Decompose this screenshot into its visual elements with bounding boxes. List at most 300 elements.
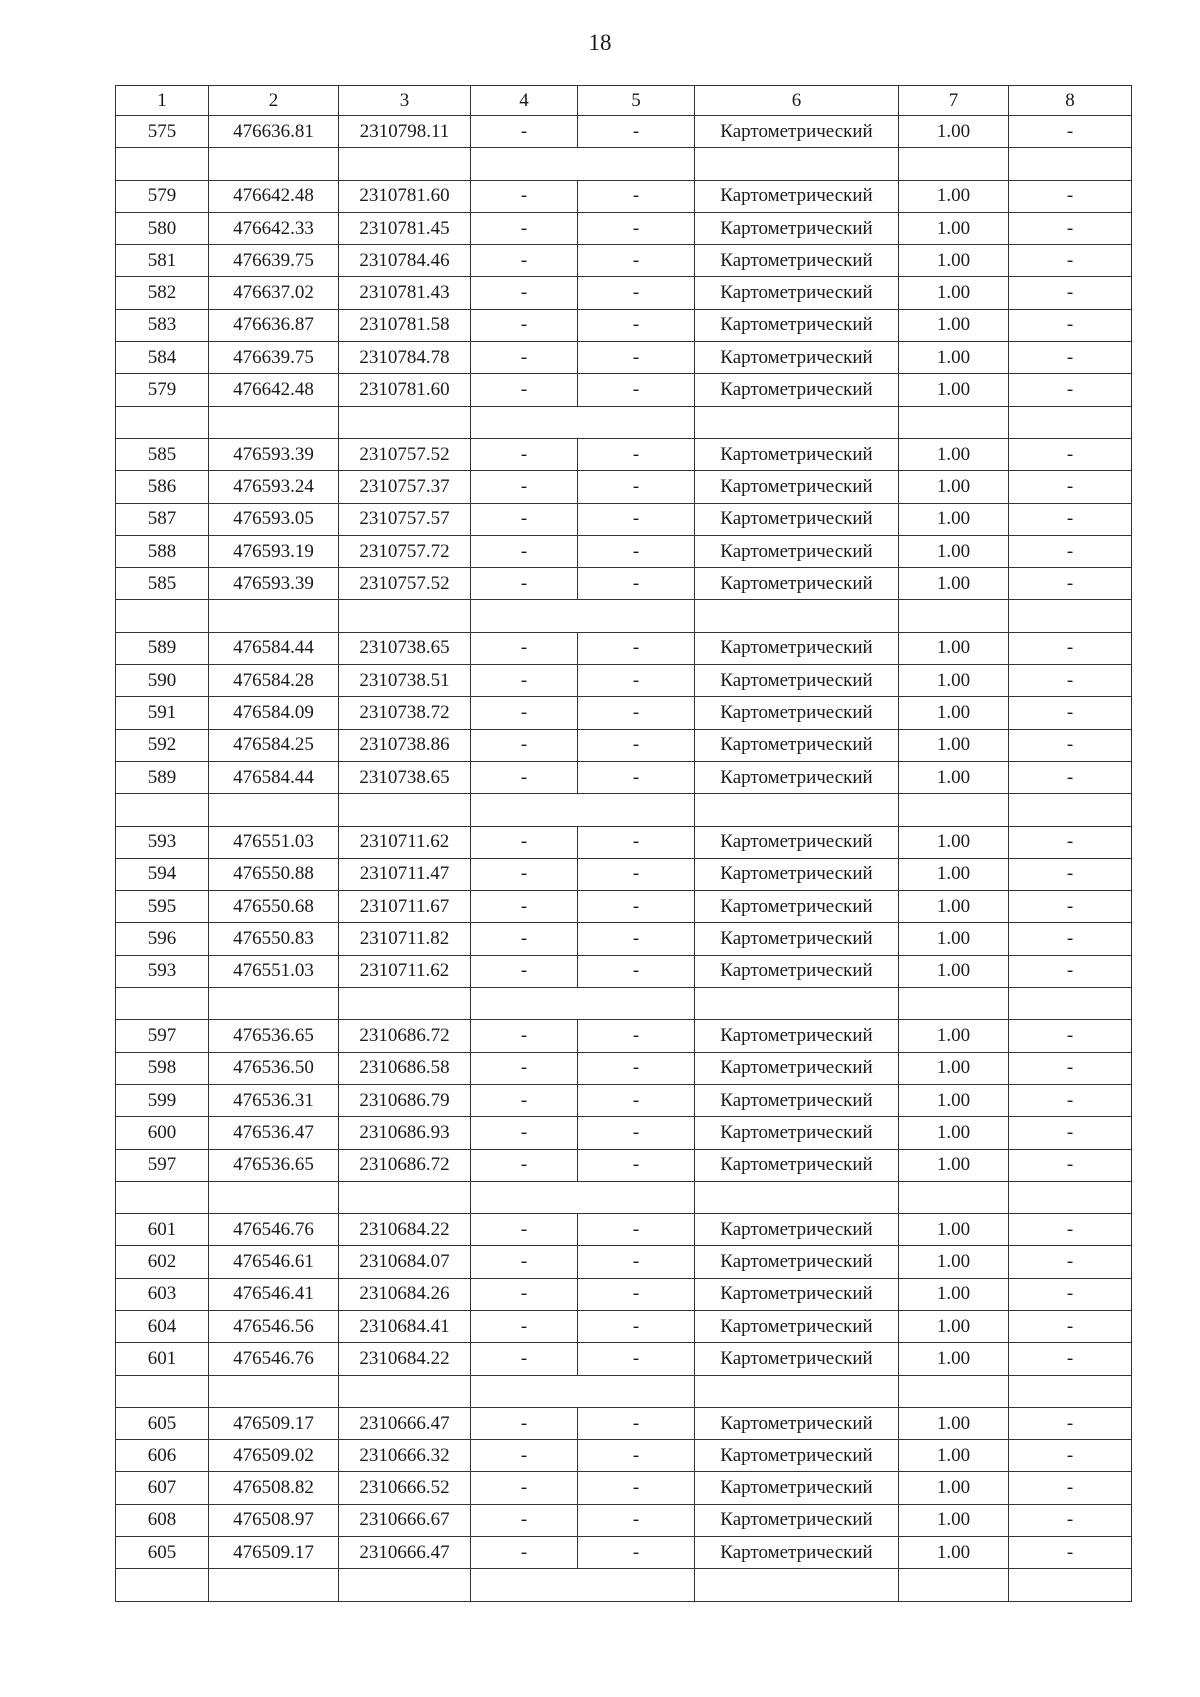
empty-cell (339, 1181, 471, 1213)
table-cell-col-7: 1.00 (899, 1020, 1009, 1052)
table-cell-col-2: 476536.65 (209, 1020, 339, 1052)
table-cell-col-1: 592 (116, 729, 209, 761)
table-cell-col-4: - (471, 1149, 578, 1181)
table-cell-col-8: - (1009, 568, 1132, 600)
table-cell-col-3: 2310684.22 (339, 1214, 471, 1246)
column-header-6: 6 (695, 86, 899, 116)
table-cell-col-8: - (1009, 761, 1132, 793)
table-cell-col-2: 476642.48 (209, 180, 339, 212)
table-cell-col-5: - (578, 212, 695, 244)
table-row (116, 212, 1132, 244)
table-cell-col-7: 1.00 (899, 180, 1009, 212)
table-cell-col-6: Картометрический (695, 1246, 899, 1278)
table-cell-col-4: - (471, 1537, 578, 1569)
table-cell-col-1: 587 (116, 503, 209, 535)
table-cell-col-5: - (578, 1407, 695, 1439)
empty-cell (209, 406, 339, 438)
table-cell-col-1: 599 (116, 1084, 209, 1116)
table-cell-col-6: Картометрический (695, 1052, 899, 1084)
separator-row (116, 794, 1132, 826)
table-cell-col-6: Картометрический (695, 858, 899, 890)
table-cell-col-6: Картометрический (695, 665, 899, 697)
empty-cell (1009, 794, 1132, 826)
table-cell-col-6: Картометрический (695, 180, 899, 212)
table-cell-col-1: 604 (116, 1310, 209, 1342)
table-cell-col-5: - (578, 826, 695, 858)
empty-cell (695, 1569, 899, 1601)
table-cell-col-5: - (578, 697, 695, 729)
table-cell-col-3: 2310784.46 (339, 245, 471, 277)
empty-cell (1009, 148, 1132, 180)
table-row (116, 858, 1132, 890)
table-cell-col-3: 2310666.67 (339, 1504, 471, 1536)
table-cell-col-5: - (578, 1246, 695, 1278)
table-cell-col-4: - (471, 309, 578, 341)
table-cell-col-3: 2310781.60 (339, 180, 471, 212)
table-cell-col-8: - (1009, 923, 1132, 955)
table-cell-col-7: 1.00 (899, 923, 1009, 955)
table-cell-col-8: - (1009, 826, 1132, 858)
table-cell-col-6: Картометрический (695, 1504, 899, 1536)
table-cell-col-7: 1.00 (899, 665, 1009, 697)
table-cell-col-4: - (471, 1472, 578, 1504)
table-cell-col-1: 588 (116, 535, 209, 567)
table-cell-col-1: 608 (116, 1504, 209, 1536)
table-cell-col-4: - (471, 1504, 578, 1536)
table-cell-col-4: - (471, 503, 578, 535)
table-cell-col-8: - (1009, 1052, 1132, 1084)
table-cell-col-3: 2310711.62 (339, 826, 471, 858)
table-cell-col-3: 2310684.07 (339, 1246, 471, 1278)
table-cell-col-5: - (578, 180, 695, 212)
table-row (116, 503, 1132, 535)
table-cell-col-8: - (1009, 471, 1132, 503)
table-cell-col-2: 476584.44 (209, 761, 339, 793)
empty-cell (1009, 1569, 1132, 1601)
table-cell-col-6: Картометрический (695, 729, 899, 761)
empty-cell (695, 148, 899, 180)
table-body (116, 116, 1132, 1602)
table-cell-col-3: 2310781.43 (339, 277, 471, 309)
table-cell-col-6: Картометрический (695, 891, 899, 923)
table-cell-col-1: 581 (116, 245, 209, 277)
table-cell-col-2: 476509.02 (209, 1440, 339, 1472)
table-cell-col-5: - (578, 309, 695, 341)
table-cell-col-8: - (1009, 212, 1132, 244)
table-cell-col-7: 1.00 (899, 1407, 1009, 1439)
table-cell-col-1: 585 (116, 438, 209, 470)
table-cell-col-2: 476550.83 (209, 923, 339, 955)
table-cell-col-6: Картометрический (695, 503, 899, 535)
table-cell-col-8: - (1009, 697, 1132, 729)
table-cell-col-4: - (471, 212, 578, 244)
table-cell-col-3: 2310738.65 (339, 761, 471, 793)
table-cell-col-4: - (471, 1084, 578, 1116)
table-cell-col-5: - (578, 891, 695, 923)
table-cell-col-2: 476546.41 (209, 1278, 339, 1310)
table-cell-col-7: 1.00 (899, 1504, 1009, 1536)
column-header-4: 4 (471, 86, 578, 116)
table-cell-col-4: - (471, 923, 578, 955)
table-cell-col-4: - (471, 761, 578, 793)
table-cell-col-4: - (471, 568, 578, 600)
table-cell-col-7: 1.00 (899, 342, 1009, 374)
table-cell-col-7: 1.00 (899, 1310, 1009, 1342)
table-cell-col-6: Картометрический (695, 1020, 899, 1052)
table-cell-col-1: 583 (116, 309, 209, 341)
table-cell-col-4: - (471, 438, 578, 470)
table-cell-col-5: - (578, 1020, 695, 1052)
table-cell-col-6: Картометрический (695, 1117, 899, 1149)
table-cell-col-5: - (578, 729, 695, 761)
table-cell-col-7: 1.00 (899, 116, 1009, 148)
table-cell-col-1: 601 (116, 1343, 209, 1375)
table-row (116, 438, 1132, 470)
table-cell-col-6: Картометрический (695, 342, 899, 374)
empty-cell (116, 1375, 209, 1407)
empty-cell (209, 148, 339, 180)
empty-cell (578, 794, 695, 826)
table-cell-col-6: Картометрический (695, 1407, 899, 1439)
table-cell-col-6: Картометрический (695, 471, 899, 503)
table-cell-col-1: 606 (116, 1440, 209, 1472)
table-cell-col-7: 1.00 (899, 1440, 1009, 1472)
table-cell-col-5: - (578, 632, 695, 664)
empty-cell (339, 600, 471, 632)
table-cell-col-3: 2310684.22 (339, 1343, 471, 1375)
table-cell-col-6: Картометрический (695, 1310, 899, 1342)
table-cell-col-4: - (471, 697, 578, 729)
table-cell-col-8: - (1009, 438, 1132, 470)
table-cell-col-5: - (578, 535, 695, 567)
table-row (116, 923, 1132, 955)
table-cell-col-3: 2310757.57 (339, 503, 471, 535)
table-cell-col-2: 476551.03 (209, 955, 339, 987)
table-cell-col-5: - (578, 471, 695, 503)
table-cell-col-6: Картометрический (695, 277, 899, 309)
table-cell-col-8: - (1009, 632, 1132, 664)
table-cell-col-7: 1.00 (899, 568, 1009, 600)
empty-cell (471, 1375, 578, 1407)
column-header-7: 7 (899, 86, 1009, 116)
table-cell-col-6: Картометрический (695, 1440, 899, 1472)
table-cell-col-3: 2310781.60 (339, 374, 471, 406)
table-row (116, 1278, 1132, 1310)
table-row (116, 1117, 1132, 1149)
table-cell-col-1: 603 (116, 1278, 209, 1310)
table-cell-col-6: Картометрический (695, 245, 899, 277)
empty-cell (209, 988, 339, 1020)
table-cell-col-7: 1.00 (899, 697, 1009, 729)
table-cell-col-1: 600 (116, 1117, 209, 1149)
empty-cell (899, 600, 1009, 632)
table-row (116, 1149, 1132, 1181)
table-cell-col-1: 582 (116, 277, 209, 309)
empty-cell (695, 600, 899, 632)
table-cell-col-7: 1.00 (899, 891, 1009, 923)
empty-cell (116, 1569, 209, 1601)
empty-cell (695, 406, 899, 438)
empty-cell (471, 794, 578, 826)
table-cell-col-6: Картометрический (695, 1537, 899, 1569)
table-cell-col-4: - (471, 535, 578, 567)
table-cell-col-8: - (1009, 891, 1132, 923)
table-cell-col-1: 593 (116, 955, 209, 987)
table-cell-col-2: 476546.56 (209, 1310, 339, 1342)
table-cell-col-6: Картометрический (695, 761, 899, 793)
table-cell-col-4: - (471, 858, 578, 890)
table-cell-col-3: 2310781.45 (339, 212, 471, 244)
table-row (116, 697, 1132, 729)
table-cell-col-5: - (578, 1343, 695, 1375)
table-cell-col-4: - (471, 1214, 578, 1246)
table-cell-col-8: - (1009, 1214, 1132, 1246)
empty-cell (578, 148, 695, 180)
header-row (116, 86, 1132, 116)
table-cell-col-8: - (1009, 277, 1132, 309)
table-cell-col-2: 476636.81 (209, 116, 339, 148)
table-cell-col-7: 1.00 (899, 1537, 1009, 1569)
table-cell-col-6: Картометрический (695, 1343, 899, 1375)
empty-cell (1009, 406, 1132, 438)
table-cell-col-5: - (578, 1504, 695, 1536)
table-row (116, 826, 1132, 858)
table-cell-col-4: - (471, 1020, 578, 1052)
empty-cell (116, 988, 209, 1020)
empty-cell (695, 988, 899, 1020)
table-row (116, 116, 1132, 148)
table-cell-col-4: - (471, 1407, 578, 1439)
table-cell-col-7: 1.00 (899, 632, 1009, 664)
separator-row (116, 406, 1132, 438)
table-cell-col-6: Картометрический (695, 374, 899, 406)
table-cell-col-1: 598 (116, 1052, 209, 1084)
table-cell-col-6: Картометрический (695, 1084, 899, 1116)
table-cell-col-2: 476584.28 (209, 665, 339, 697)
table-cell-col-8: - (1009, 665, 1132, 697)
table-cell-col-1: 579 (116, 180, 209, 212)
empty-cell (339, 988, 471, 1020)
table-cell-col-7: 1.00 (899, 309, 1009, 341)
table-cell-col-2: 476642.48 (209, 374, 339, 406)
table-cell-col-7: 1.00 (899, 1246, 1009, 1278)
separator-row (116, 1375, 1132, 1407)
table-cell-col-3: 2310781.58 (339, 309, 471, 341)
table-row (116, 471, 1132, 503)
table-cell-col-5: - (578, 374, 695, 406)
table-cell-col-8: - (1009, 1343, 1132, 1375)
table-cell-col-1: 594 (116, 858, 209, 890)
empty-cell (1009, 600, 1132, 632)
table-cell-col-2: 476508.97 (209, 1504, 339, 1536)
table-cell-col-8: - (1009, 1149, 1132, 1181)
table-cell-col-2: 476584.44 (209, 632, 339, 664)
table-cell-col-5: - (578, 1117, 695, 1149)
table-cell-col-2: 476584.25 (209, 729, 339, 761)
table-cell-col-2: 476550.68 (209, 891, 339, 923)
table-cell-col-4: - (471, 1440, 578, 1472)
table-cell-col-7: 1.00 (899, 245, 1009, 277)
empty-cell (209, 794, 339, 826)
table-cell-col-3: 2310686.72 (339, 1020, 471, 1052)
table-cell-col-6: Картометрический (695, 309, 899, 341)
table-cell-col-1: 597 (116, 1149, 209, 1181)
empty-cell (209, 600, 339, 632)
table-cell-col-2: 476546.61 (209, 1246, 339, 1278)
table-cell-col-3: 2310684.41 (339, 1310, 471, 1342)
table-cell-col-3: 2310711.47 (339, 858, 471, 890)
table-cell-col-3: 2310798.11 (339, 116, 471, 148)
empty-cell (899, 1569, 1009, 1601)
table-row (116, 1052, 1132, 1084)
empty-cell (695, 794, 899, 826)
table-cell-col-7: 1.00 (899, 1278, 1009, 1310)
table-row (116, 1537, 1132, 1569)
table-cell-col-1: 597 (116, 1020, 209, 1052)
table-cell-col-2: 476546.76 (209, 1214, 339, 1246)
table-cell-col-1: 602 (116, 1246, 209, 1278)
empty-cell (116, 794, 209, 826)
table-row (116, 1407, 1132, 1439)
table-row (116, 1504, 1132, 1536)
table-cell-col-2: 476551.03 (209, 826, 339, 858)
table-cell-col-5: - (578, 1310, 695, 1342)
table-cell-col-5: - (578, 665, 695, 697)
table-cell-col-5: - (578, 761, 695, 793)
table-cell-col-8: - (1009, 1472, 1132, 1504)
table-cell-col-4: - (471, 116, 578, 148)
table-cell-col-7: 1.00 (899, 1052, 1009, 1084)
table-cell-col-3: 2310686.58 (339, 1052, 471, 1084)
empty-cell (209, 1181, 339, 1213)
table-row (116, 891, 1132, 923)
table-cell-col-4: - (471, 342, 578, 374)
table-cell-col-8: - (1009, 245, 1132, 277)
table-cell-col-5: - (578, 1214, 695, 1246)
empty-cell (471, 988, 578, 1020)
column-header-2: 2 (209, 86, 339, 116)
table-cell-col-6: Картометрический (695, 212, 899, 244)
table-cell-col-1: 580 (116, 212, 209, 244)
table-cell-col-8: - (1009, 1020, 1132, 1052)
table-cell-col-4: - (471, 1117, 578, 1149)
table-row (116, 180, 1132, 212)
empty-cell (578, 1375, 695, 1407)
table-cell-col-8: - (1009, 342, 1132, 374)
table-cell-col-2: 476509.17 (209, 1537, 339, 1569)
table-cell-col-6: Картометрический (695, 955, 899, 987)
table-row (116, 955, 1132, 987)
table-cell-col-5: - (578, 342, 695, 374)
table-cell-col-7: 1.00 (899, 955, 1009, 987)
empty-cell (471, 1569, 578, 1601)
table-cell-col-1: 590 (116, 665, 209, 697)
table-cell-col-5: - (578, 116, 695, 148)
empty-cell (339, 1569, 471, 1601)
table-row (116, 1246, 1132, 1278)
table-cell-col-5: - (578, 923, 695, 955)
table-cell-col-1: 605 (116, 1537, 209, 1569)
empty-cell (578, 1569, 695, 1601)
table-cell-col-5: - (578, 277, 695, 309)
table-cell-col-8: - (1009, 116, 1132, 148)
table-cell-col-7: 1.00 (899, 1472, 1009, 1504)
table-cell-col-1: 589 (116, 761, 209, 793)
empty-cell (578, 600, 695, 632)
table-cell-col-3: 2310757.72 (339, 535, 471, 567)
empty-cell (695, 1181, 899, 1213)
empty-cell (899, 1375, 1009, 1407)
empty-cell (116, 148, 209, 180)
table-cell-col-4: - (471, 471, 578, 503)
table-cell-col-6: Картометрический (695, 923, 899, 955)
table-cell-col-2: 476639.75 (209, 245, 339, 277)
table-cell-col-3: 2310666.32 (339, 1440, 471, 1472)
table-cell-col-8: - (1009, 180, 1132, 212)
table-cell-col-3: 2310666.47 (339, 1537, 471, 1569)
table-cell-col-6: Картометрический (695, 1149, 899, 1181)
table-cell-col-3: 2310686.93 (339, 1117, 471, 1149)
empty-cell (209, 1569, 339, 1601)
table-cell-col-2: 476593.24 (209, 471, 339, 503)
table-cell-col-8: - (1009, 1084, 1132, 1116)
separator-row (116, 1181, 1132, 1213)
table-cell-col-2: 476536.31 (209, 1084, 339, 1116)
table-cell-col-5: - (578, 858, 695, 890)
table-row (116, 632, 1132, 664)
table-cell-col-3: 2310711.62 (339, 955, 471, 987)
table-cell-col-8: - (1009, 1246, 1132, 1278)
empty-cell (899, 794, 1009, 826)
table-cell-col-4: - (471, 1246, 578, 1278)
table-cell-col-3: 2310757.52 (339, 568, 471, 600)
table-cell-col-6: Картометрический (695, 632, 899, 664)
empty-cell (899, 988, 1009, 1020)
empty-cell (209, 1375, 339, 1407)
table-cell-col-6: Картометрический (695, 568, 899, 600)
table-cell-col-7: 1.00 (899, 438, 1009, 470)
table-cell-col-3: 2310738.72 (339, 697, 471, 729)
table-cell-col-4: - (471, 1343, 578, 1375)
empty-cell (471, 600, 578, 632)
table-cell-col-3: 2310666.52 (339, 1472, 471, 1504)
table-cell-col-2: 476536.65 (209, 1149, 339, 1181)
table-cell-col-2: 476508.82 (209, 1472, 339, 1504)
table-cell-col-2: 476509.17 (209, 1407, 339, 1439)
table-cell-col-5: - (578, 503, 695, 535)
table-cell-col-7: 1.00 (899, 1084, 1009, 1116)
table-cell-col-1: 579 (116, 374, 209, 406)
table-cell-col-3: 2310757.37 (339, 471, 471, 503)
table-row (116, 309, 1132, 341)
empty-cell (899, 1181, 1009, 1213)
table-cell-col-8: - (1009, 1310, 1132, 1342)
table-cell-col-3: 2310738.86 (339, 729, 471, 761)
table-cell-col-6: Картометрический (695, 438, 899, 470)
empty-cell (899, 148, 1009, 180)
table-cell-col-8: - (1009, 1504, 1132, 1536)
table-cell-col-8: - (1009, 955, 1132, 987)
empty-cell (339, 794, 471, 826)
table-cell-col-4: - (471, 826, 578, 858)
table-cell-col-2: 476642.33 (209, 212, 339, 244)
table-row (116, 535, 1132, 567)
table-cell-col-1: 586 (116, 471, 209, 503)
table-cell-col-4: - (471, 1052, 578, 1084)
table-cell-col-5: - (578, 245, 695, 277)
table-cell-col-1: 601 (116, 1214, 209, 1246)
column-header-3: 3 (339, 86, 471, 116)
